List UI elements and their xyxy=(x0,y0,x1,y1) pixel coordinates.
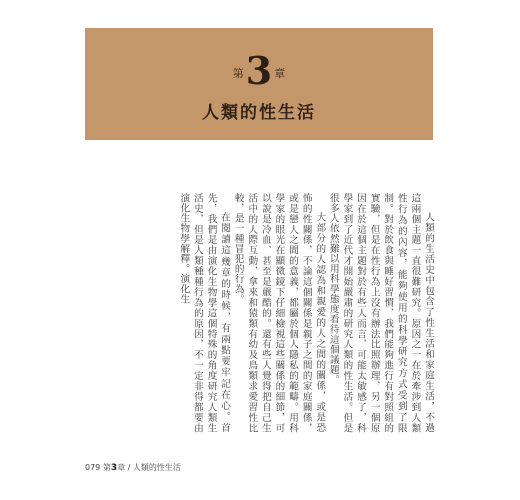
footer-chapter-suffix: 章 xyxy=(117,463,126,472)
chapter-heading xyxy=(85,48,433,93)
footer-chapter-number: 3 xyxy=(110,463,118,473)
paragraph: 大部分的人認為和親愛的人之間的關係，或是恐怖的性關係，不論這個關係是親子之間的家庭關係，或是戀人之間的意義，都屬於個人隱私的範疇。用科學家的眼光在顯微鏡下仔細檢視這些關係的細節，可以說是冷血、甚至是嚴酷的。還有些人覺得把自己生活中的人際互動，拿來和猿類有幼及鳥類求愛習性比較，是一種冒犯的行為。 xyxy=(232,193,326,433)
chapter-banner xyxy=(85,28,433,140)
paragraph: 人類的生活史中包含了性生活和家庭生活，不過這兩個主題一直很難研究。原因之一在於牽涉到人類性行為的內容，能夠使用的科學研究方式受到了限制。對於飲食與睡好習慣，我們能夠進行有對照組的實驗，但是在性行為上沒有辦法比照辦理，另一個原因在於這個主題對於有些人而言，可能太敏感了，科學家到了近代才開始嚴肅的研究人類的性生活。但是很多人依然難以用科學態度看待這個議題。 xyxy=(327,193,434,433)
chapter-suffix: 章 xyxy=(274,67,286,80)
chapter-number: 3 xyxy=(245,48,273,93)
body-text xyxy=(177,193,435,433)
chapter-prefix: 第 xyxy=(232,67,244,80)
chapter-title: 人類的性生活 xyxy=(202,103,316,123)
paragraph: 在閱讀這幾章的時候，有兩點要牢記在心。首先，我們是由演化生物學這個特殊的角度研究人類生活史，但是人類種種行為的原因，不一定非得都要由演化生物學解釋。演化生 xyxy=(178,193,231,433)
footer-chapter-prefix: 第 xyxy=(102,463,111,472)
footer-chapter-title: 人類的性生活 xyxy=(132,463,181,472)
footer-separator: / xyxy=(127,463,131,472)
page-footer xyxy=(85,462,181,473)
page-number: 079 xyxy=(85,463,101,472)
